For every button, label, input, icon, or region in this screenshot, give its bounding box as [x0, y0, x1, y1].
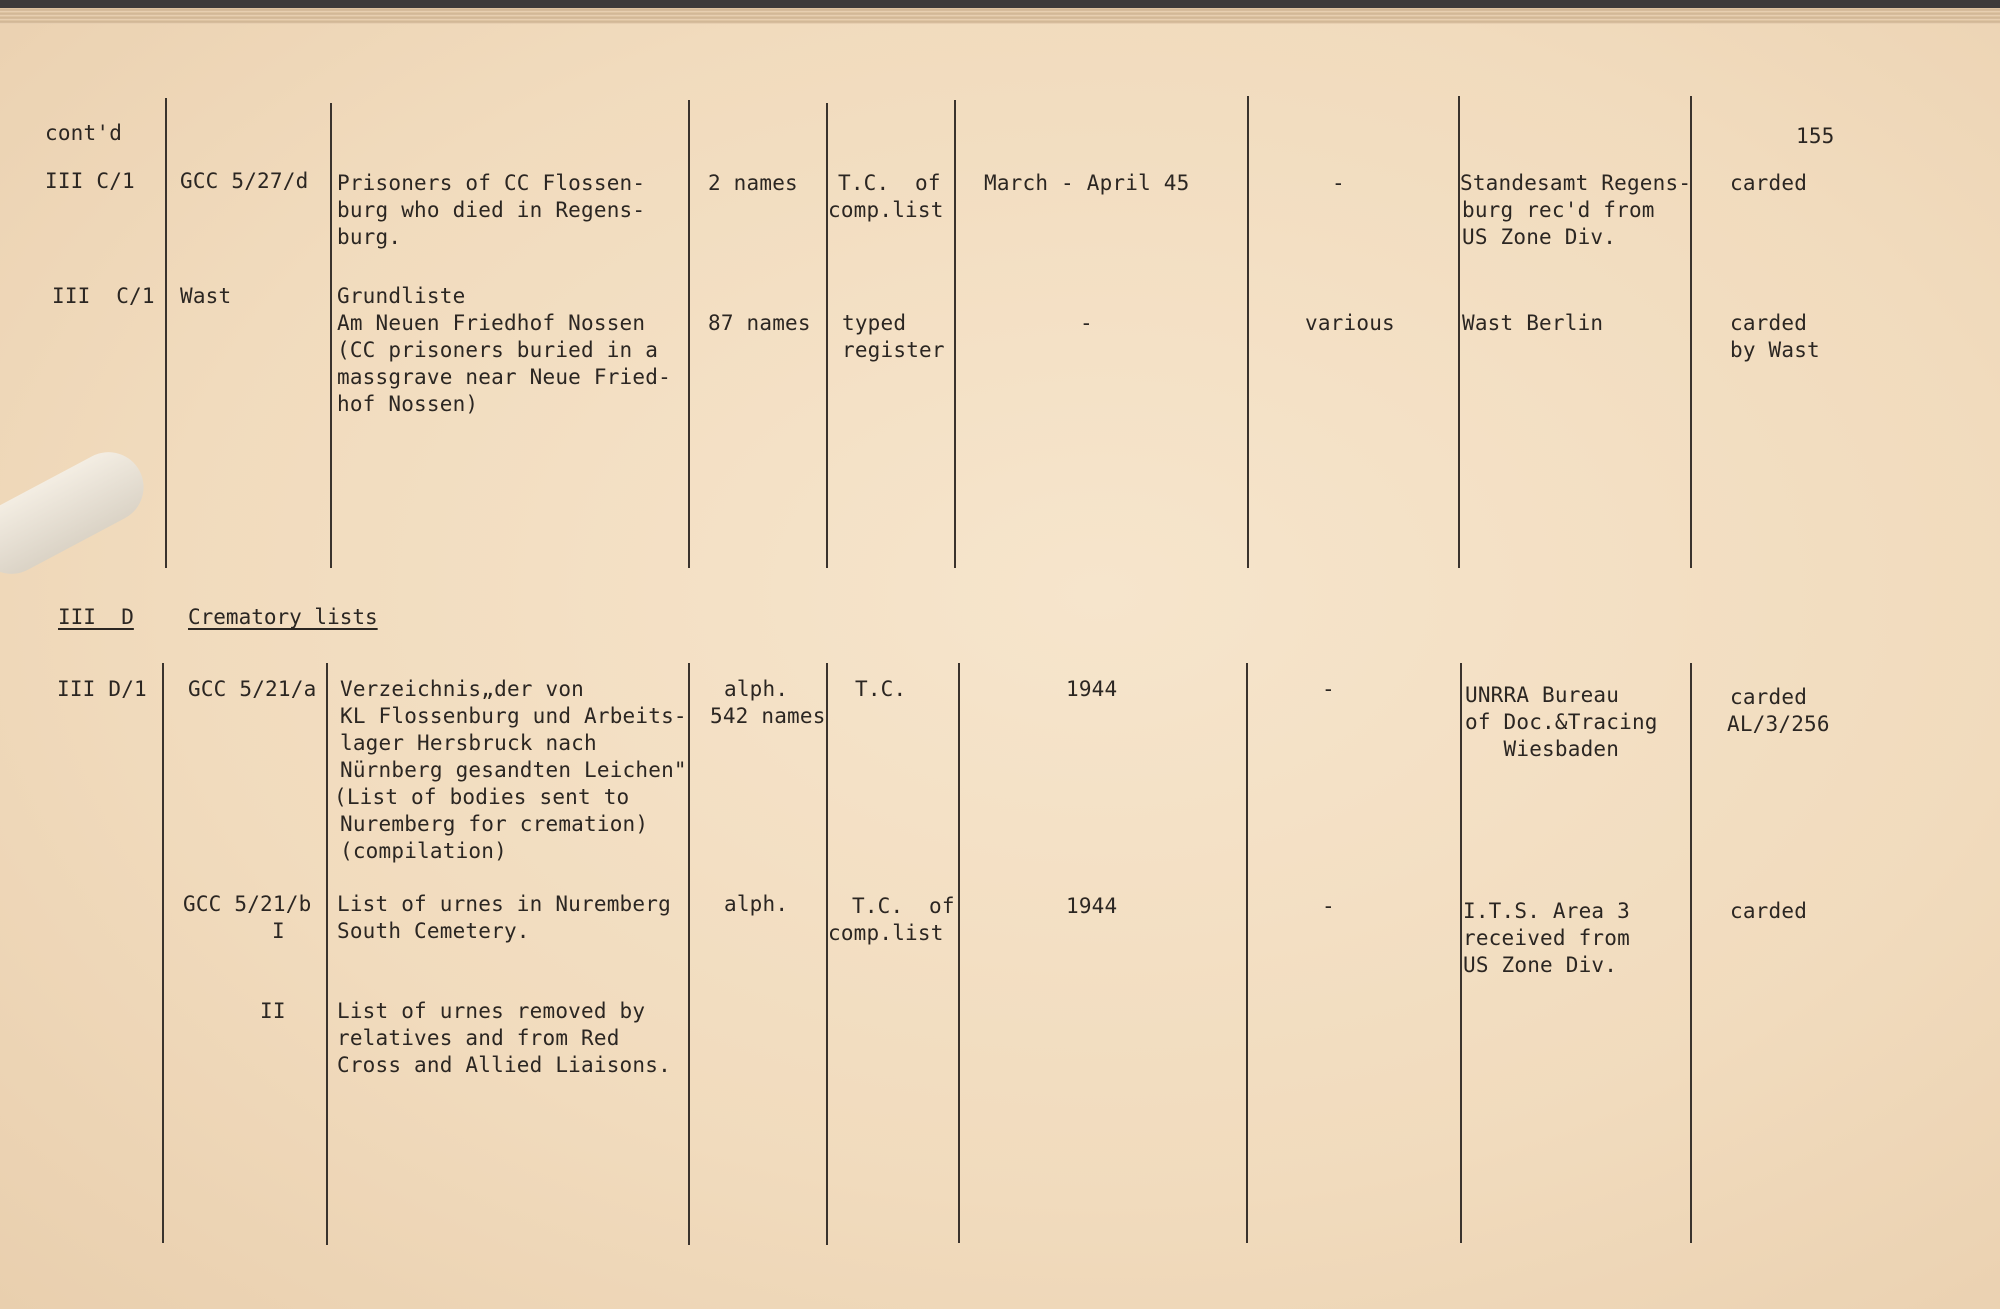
row-description-line: KL Flossenburg und Arbeits-: [340, 704, 687, 728]
row-provenance-line: Wast Berlin: [1462, 311, 1604, 335]
row-period: 1944: [1066, 677, 1118, 701]
row-source-line: II: [260, 999, 286, 1023]
row-status-line: carded: [1730, 311, 1808, 335]
row-description-line: burg who died in Regens-: [337, 198, 646, 222]
row-status-line: carded: [1730, 171, 1808, 195]
row-description-line: Prisoners of CC Flossen-: [337, 171, 646, 195]
row-description-line: South Cemetery.: [337, 919, 530, 943]
archive-ledger-page: [0, 8, 2000, 1309]
column-rule: [826, 103, 828, 568]
row-source: GCC 5/21/a: [188, 677, 317, 701]
row-type-line: comp.list: [828, 198, 944, 222]
row-description-line: Nürnberg gesandten Leichen": [340, 758, 687, 782]
row-source: Wast: [180, 284, 232, 308]
row-description-line: burg.: [337, 225, 402, 249]
row-provenance-line: of Doc.&Tracing: [1465, 710, 1658, 734]
row-description-line: lager Hersbruck nach: [340, 731, 597, 755]
row-provenance-line: burg rec'd from: [1462, 198, 1655, 222]
section-number: III D: [58, 605, 134, 629]
row-names-line: 542 names: [710, 704, 826, 728]
column-rule: [826, 663, 828, 1245]
row-names: 87 names: [708, 311, 811, 335]
row-description-line: (CC prisoners buried in a: [337, 338, 659, 362]
column-rule: [688, 663, 690, 1245]
row-place: -: [1322, 677, 1335, 701]
row-names-line: alph.: [724, 677, 789, 701]
row-period: -: [1080, 311, 1093, 335]
column-rule: [958, 663, 960, 1243]
row-type-line: register: [842, 338, 945, 362]
row-provenance-line: US Zone Div.: [1463, 953, 1618, 977]
page-number: 155: [1796, 124, 1835, 148]
row-place: various: [1305, 311, 1395, 335]
row-type-line: T.C. of: [852, 894, 955, 918]
column-rule: [1690, 663, 1692, 1243]
row-status-line: AL/3/256: [1727, 712, 1830, 736]
row-status-line: carded: [1730, 685, 1808, 709]
row-place: -: [1332, 171, 1345, 195]
column-rule: [688, 100, 690, 568]
column-rule: [954, 100, 956, 568]
row-provenance-line: US Zone Div.: [1462, 225, 1617, 249]
column-rule: [1246, 663, 1248, 1243]
row-description-line: Grundliste: [337, 284, 466, 308]
stacked-page-edges: [0, 8, 2000, 24]
row-description-line: massgrave near Neue Fried-: [337, 365, 671, 389]
row-status-line: carded: [1730, 899, 1808, 923]
row-period: March - April 45: [984, 171, 1190, 195]
row-provenance-line: UNRRA Bureau: [1465, 683, 1620, 707]
row-description-line: Am Neuen Friedhof Nossen: [337, 311, 646, 335]
row-place: -: [1322, 894, 1335, 918]
section-title: Crematory lists: [188, 605, 378, 629]
column-rule: [1690, 96, 1692, 568]
column-rule: [162, 663, 164, 1243]
row-names-line: alph.: [724, 892, 789, 916]
row-period: 1944: [1066, 894, 1118, 918]
row-provenance-line: Standesamt Regens-: [1460, 171, 1692, 195]
row-description-line: (List of bodies sent to: [334, 785, 630, 809]
row-type-line: T.C. of: [838, 171, 941, 195]
row-description-line: hof Nossen): [337, 392, 479, 416]
row-description-line: Cross and Allied Liaisons.: [337, 1053, 671, 1077]
row-ref: III C/1: [45, 169, 135, 193]
row-description-line: Verzeichnis„der von: [340, 677, 585, 701]
column-rule: [1460, 663, 1462, 1243]
row-description-line: relatives and from Red: [337, 1026, 620, 1050]
row-description-line: (compilation): [340, 839, 507, 863]
row-type-line: comp.list: [828, 921, 944, 945]
row-type-line: typed: [842, 311, 907, 335]
column-rule: [165, 98, 167, 568]
row-description-line: List of urnes removed by: [337, 999, 646, 1023]
row-description-line: List of urnes in Nuremberg: [337, 892, 671, 916]
column-rule: [1247, 96, 1249, 568]
row-provenance-line: received from: [1463, 926, 1630, 950]
row-names: 2 names: [708, 171, 798, 195]
row-type-line: T.C.: [855, 677, 907, 701]
column-rule: [1458, 96, 1460, 568]
row-description-line: Nuremberg for cremation): [340, 812, 649, 836]
paper-clip-tab: [0, 440, 156, 586]
row-ref: III C/1: [52, 284, 155, 308]
row-provenance-line: I.T.S. Area 3: [1463, 899, 1630, 923]
row-ref: III D/1: [57, 677, 147, 701]
continued-label: cont'd: [45, 121, 123, 145]
row-source-line: I: [272, 919, 285, 943]
column-rule: [330, 103, 332, 568]
row-source-line: GCC 5/21/b: [183, 892, 312, 916]
row-status-line: by Wast: [1730, 338, 1820, 362]
row-provenance-line: Wiesbaden: [1465, 737, 1620, 761]
row-source: GCC 5/27/d: [180, 169, 309, 193]
column-rule: [326, 663, 328, 1245]
